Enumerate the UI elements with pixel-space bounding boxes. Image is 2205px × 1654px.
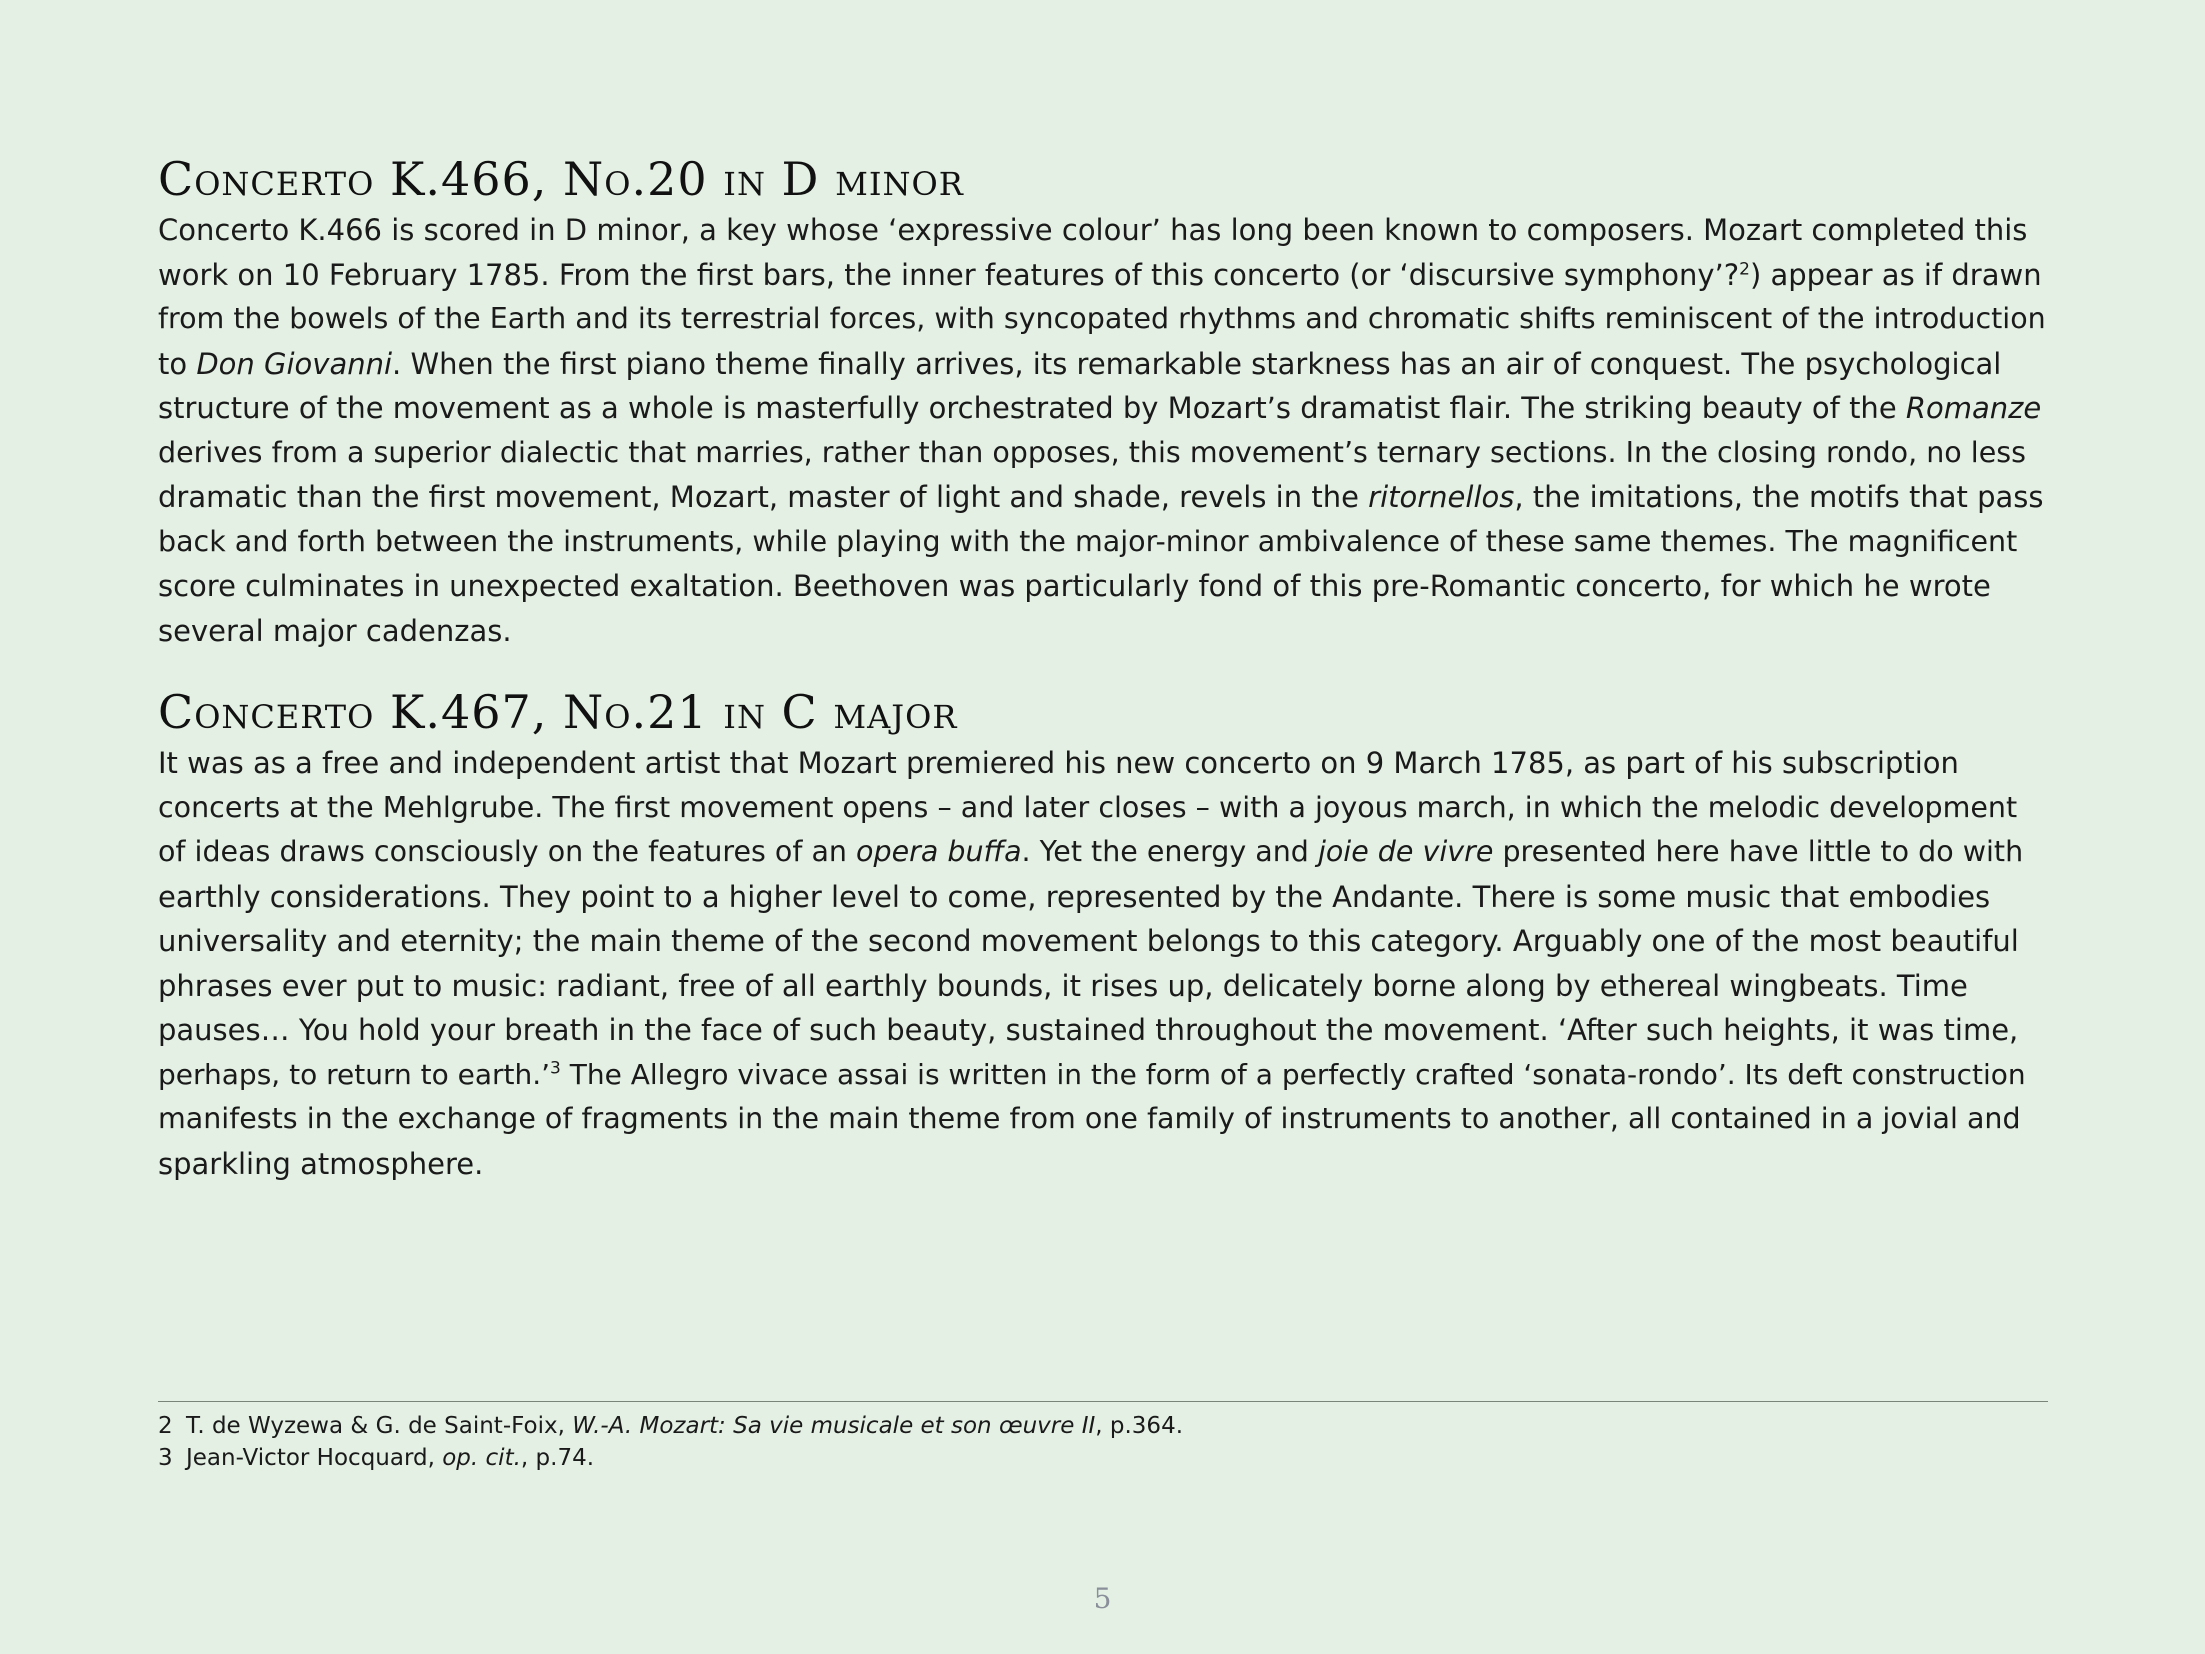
section-paragraph	[158, 208, 2048, 653]
text-line: universality and eternity; the main theme of the second movement belongs to this category. Arguably one of the most beautiful	[158, 924, 2019, 958]
italic-term: Romanze	[1905, 391, 2042, 425]
section-heading: Concerto K.466, No.20 in D minor	[158, 152, 964, 206]
italic-title: Don Giovanni	[196, 346, 393, 381]
text-line: It was as a free and independent artist that Mozart premiered his new concerto on 9 March 1785, as part of his subscription	[158, 746, 1959, 780]
page-number: 5	[1093, 1582, 1112, 1615]
footnote-ref: 2	[1739, 258, 1750, 279]
italic-term: joie de vivre	[1317, 835, 1494, 868]
footnote-title: op. cit.	[442, 1445, 521, 1471]
text-line: pauses… You hold your breath in the face of such beauty, sustained throughout the movement. ‘After such heights, it was time,	[158, 1013, 2019, 1047]
text-line: score culminates in unexpected exaltation. Beethoven was particularly fond of this pre-Romantic concerto, for which he wrote	[158, 569, 1991, 603]
text-line: phrases ever put to music: radiant, free of all earthly bounds, it rises up, delicately borne along by ethereal wingbeats. Time	[158, 968, 1968, 1003]
text-line: manifests in the exchange of fragments in the main theme from one family of instruments to another, all contained in a jovial and	[158, 1102, 2021, 1135]
footnote-number: 2	[158, 1413, 173, 1439]
text-line: derives from a superior dialectic that marries, rather than opposes, this movement’s ternary sections. In the closing rondo, no less	[158, 435, 2026, 469]
section-heading: Concerto K.467, No.21 in C major	[158, 685, 958, 739]
text-line: perhaps, to return to earth.’$^3$ The Allegro vivace assai is written in the form of a perfectly crafted ‘sonata-rondo’. Its deft construction	[158, 1057, 2026, 1091]
text-line: structure of the movement as a whole is masterfully orchestrated by Mozart’s dramatist flair. The striking beauty of the Romanze	[158, 391, 2042, 425]
footnote-number: 3	[158, 1445, 173, 1471]
italic-term: opera buffa	[856, 835, 1022, 868]
text-line: earthly considerations. They point to a higher level to come, represented by the Andante. There is some music that embodies	[158, 879, 1991, 914]
section-k466	[158, 150, 2048, 653]
text-line: of ideas draws consciously on the features of an opera buffa. Yet the energy and joie de vivre presented here have little to do with	[158, 835, 2024, 868]
text-line: dramatic than the first movement, Mozart, master of light and shade, revels in the ritornellos, the imitations, the motifs that pass	[158, 480, 2044, 514]
text-line: several major cadenzas.	[158, 613, 512, 648]
footnote-title: W.-A. Mozart: Sa vie musicale et son œuvre II	[572, 1413, 1096, 1439]
section-k467	[158, 683, 2048, 1186]
footnote-divider	[158, 1401, 2048, 1402]
text-line: from the bowels of the Earth and its terrestrial forces, with syncopated rhythms and chromatic shifts reminiscent of the introduction	[158, 302, 2046, 335]
text-line: back and forth between the instruments, while playing with the major-minor ambivalence of these same themes. The magnificent	[158, 524, 2018, 558]
footnote: 3 Jean-Victor Hocquard, op. cit., p.74.	[158, 1442, 1183, 1474]
text-line: Concerto K.466 is scored in D minor, a key whose ‘expressive colour’ has long been known to composers. Mozart completed this	[158, 213, 2028, 247]
italic-term: ritornellos	[1368, 480, 1515, 514]
text-line: to Don Giovanni. When the first piano theme finally arrives, its remarkable starkness has an air of conquest. The psychological	[158, 346, 2002, 381]
text-line: sparkling atmosphere.	[158, 1146, 484, 1181]
footnote: 2 T. de Wyzewa & G. de Saint-Foix, W.-A. Mozart: Sa vie musicale et son œuvre II, p.364.	[158, 1410, 1183, 1442]
text-line: concerts at the Mehlgrube. The first movement opens – and later closes – with a joyous march, in which the melodic development	[158, 790, 2018, 824]
footnote-ref: 3	[550, 1058, 561, 1079]
section-paragraph	[158, 741, 2048, 1186]
text-line: work on 10 February 1785. From the first bars, the inner features of this concerto (or ‘discursive symphony’?$^2$) appear as if drawn	[158, 257, 2042, 292]
page-body	[158, 150, 2048, 1186]
footnotes	[158, 1410, 1183, 1474]
